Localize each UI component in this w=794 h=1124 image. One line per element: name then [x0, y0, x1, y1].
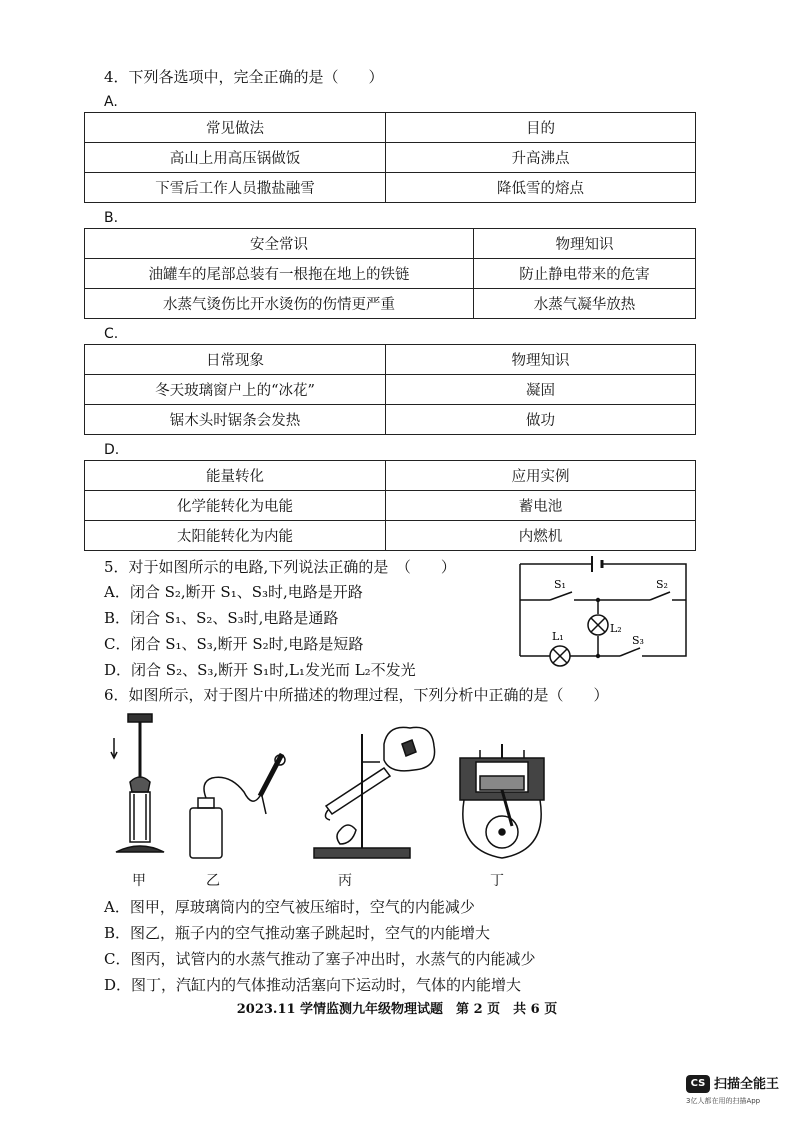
table-cell: 应用实例 — [386, 461, 696, 491]
table-cell: 内燃机 — [386, 521, 696, 551]
scanner-watermark — [686, 1072, 779, 1093]
q5-choice-b: B．闭合 S₁、S₂、S₃时,电路是通路 — [104, 609, 339, 627]
table-cell: 化学能转化为电能 — [85, 491, 386, 521]
table-cell: 安全常识 — [85, 229, 474, 259]
scanner-tagline: 3亿人都在用的扫描App — [686, 1097, 761, 1105]
q4-option-a-label: A. — [104, 94, 118, 110]
table-cell: 升高沸点 — [386, 143, 696, 173]
q5-choice-d: D．闭合 S₂、S₃,断开 S₁时,L₁发光而 L₂不发光 — [104, 661, 416, 679]
scanner-app-name: 扫描全能王 — [714, 1076, 780, 1092]
q4-option-a-table — [84, 112, 696, 203]
q4-title: 4．下列各选项中，完全正确的是（ ） — [104, 68, 384, 86]
label-l2: L₂ — [610, 622, 622, 635]
q6-choice-b: B．图乙，瓶子内的空气推动塞子跳起时，空气的内能增大 — [104, 924, 491, 942]
q4-option-c-label: C. — [104, 326, 119, 342]
table-cell: 蓄电池 — [386, 491, 696, 521]
table-cell: 高山上用高压锅做饭 — [85, 143, 386, 173]
label-s1: S₁ — [554, 578, 566, 591]
figure-ding-engine-cylinder — [450, 740, 554, 864]
table-cell: 太阳能转化为内能 — [85, 521, 386, 551]
label-s3: S₃ — [632, 634, 644, 647]
q5-circuit-diagram — [510, 552, 696, 670]
label-l1: L₁ — [552, 630, 564, 643]
q5-title: 5．对于如图所示的电路,下列说法正确的是 （ ） — [104, 558, 456, 576]
table-cell: 做功 — [386, 405, 696, 435]
table-cell: 物理知识 — [474, 229, 696, 259]
table-cell: 冬天玻璃窗户上的“冰花” — [85, 375, 386, 405]
table-cell: 锯木头时锯条会发热 — [85, 405, 386, 435]
q4-option-d-table — [84, 460, 696, 551]
q5-choice-a: A．闭合 S₂,断开 S₁、S₃时,电路是开路 — [104, 583, 363, 601]
q6-choice-c: C．图丙，试管内的水蒸气推动了塞子冲出时，水蒸气的内能减少 — [104, 950, 536, 968]
table-cell: 水蒸气烫伤比开水烫伤的伤情更严重 — [85, 289, 474, 319]
table-cell: 日常现象 — [85, 345, 386, 375]
table-cell: 常见做法 — [85, 113, 386, 143]
label-s2: S₂ — [656, 578, 668, 591]
q6-choice-d: D．图丁，汽缸内的气体推动活塞向下运动时，气体的内能增大 — [104, 976, 522, 994]
table-cell: 降低雪的熔点 — [386, 173, 696, 203]
figure-label-yi: 乙 — [206, 873, 220, 889]
table-cell: 凝固 — [386, 375, 696, 405]
table-cell: 防止静电带来的危害 — [474, 259, 696, 289]
q4-option-b-label: B. — [104, 210, 119, 226]
figure-label-jia: 甲 — [132, 873, 146, 889]
figure-jia-compression-cylinder — [110, 712, 170, 862]
table-cell: 水蒸气凝华放热 — [474, 289, 696, 319]
scanner-logo-icon: CS — [686, 1075, 710, 1093]
figure-label-ding: 丁 — [490, 873, 504, 889]
figure-yi-bottle-pump — [186, 752, 296, 862]
table-cell: 目的 — [386, 113, 696, 143]
q4-option-c-table — [84, 344, 696, 435]
q4-option-d-label: D. — [104, 442, 120, 458]
table-cell: 能量转化 — [85, 461, 386, 491]
table-cell: 下雪后工作人员撒盐融雪 — [85, 173, 386, 203]
figure-label-bing: 丙 — [338, 873, 352, 889]
figure-bing-test-tube-stopper — [306, 722, 440, 862]
table-cell: 油罐车的尾部总装有一根拖在地上的铁链 — [85, 259, 474, 289]
table-cell: 物理知识 — [386, 345, 696, 375]
page-footer: 2023.11 学情监测九年级物理试题 第 2 页 共 6 页 — [236, 1002, 558, 1017]
q4-option-b-table — [84, 228, 696, 319]
q6-title: 6．如图所示，对于图片中所描述的物理过程，下列分析中正确的是（ ） — [104, 686, 609, 704]
q5-choice-c: C．闭合 S₁、S₃,断开 S₂时,电路是短路 — [104, 635, 364, 653]
q6-choice-a: A．图甲，厚玻璃筒内的空气被压缩时，空气的内能减少 — [104, 898, 475, 916]
